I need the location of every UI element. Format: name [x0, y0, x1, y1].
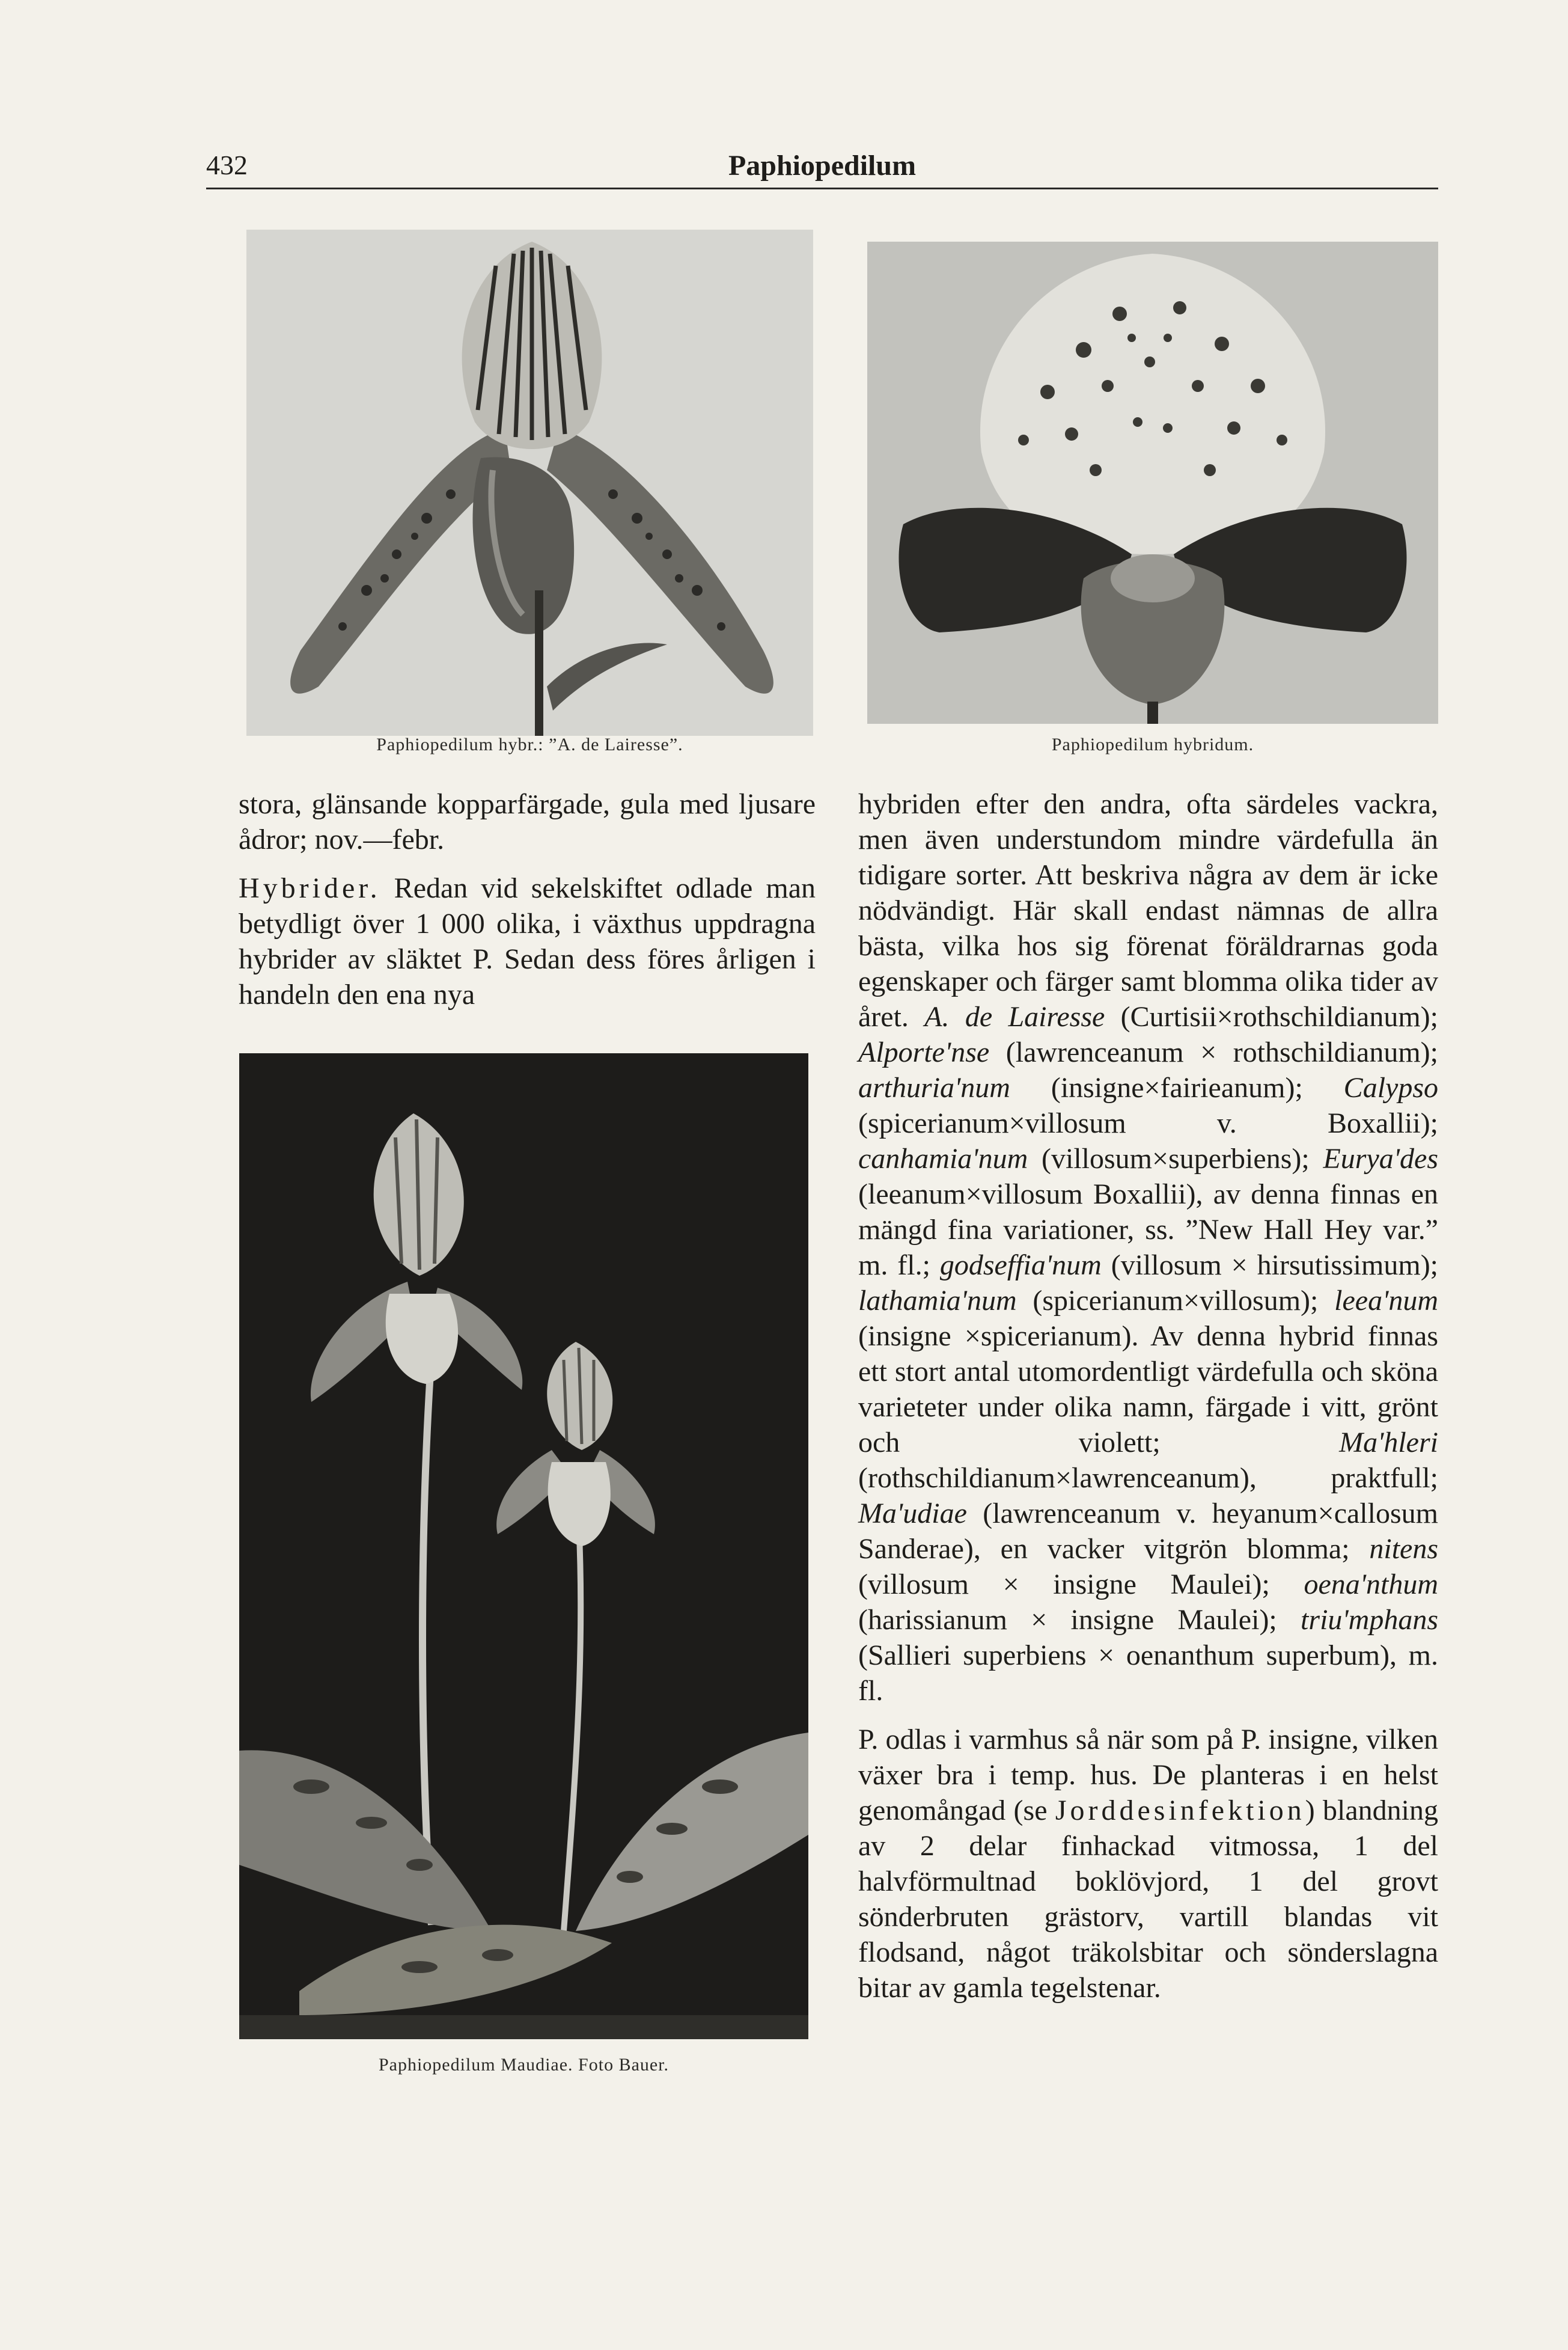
hybrid-parents: (insigne ×spicerianum). Av denna hybrid finnas ett stort antal utomordentligt värdefulla och sköna varieteter under olika namn, färgade i vitt, grönt och violett; — [858, 1320, 1438, 1458]
orchid-photo-de-lairesse — [246, 230, 813, 736]
hybrider-heading: Hybrider. — [239, 872, 381, 904]
hybrid-name: lathamia'num — [858, 1285, 1017, 1317]
paragraph: stora, glänsande kopparfärgade, gula med ljusare ådror; nov.—febr. — [239, 788, 816, 855]
orchid-photo-hybridum — [867, 242, 1438, 724]
hybrid-parents: (Curtisii×rothschildianum); — [1120, 1001, 1438, 1033]
hybrid-parents: (lawrenceanum × rothschildianum); — [1005, 1036, 1438, 1068]
hybrid-name: A. de Lairesse — [924, 1001, 1105, 1033]
hybrid-parents: (rothschildianum×lawrenceanum), praktfull; — [858, 1462, 1438, 1494]
hybrid-name: nitens — [1369, 1533, 1439, 1565]
paragraph-hybrids-list — [858, 786, 1438, 1709]
hybrid-name: arthuria'num — [858, 1072, 1010, 1104]
hybrid-name: godseffia'num — [939, 1249, 1102, 1281]
caption-hybridum: Paphiopedilum hybridum. — [1051, 735, 1254, 754]
paragraph-cultivation — [858, 1722, 1438, 2006]
paragraph-text: Redan vid sekelskiftet odlade man betydligt över 1 000 olika, i växthus uppdragna hybrider av släktet P. Sedan dess föres årligen i handeln den ena nya — [239, 872, 816, 1011]
hybrid-parents: (villosum×superbiens); — [1042, 1143, 1310, 1175]
hybrid-name: canhamia'num — [858, 1143, 1028, 1175]
paragraph-text: ) blandning av 2 delar finhackad vitmossa, 1 del halvförmultnad boklövjord, 1 del grovt sönderbruten grästorv, vartill blandas vit flodsand, något träkolsbitar och sönderslagna bitar av gamla tegelstenar. — [858, 1795, 1439, 2004]
page-header — [206, 149, 1438, 191]
hybrid-name: Ma'hleri — [1339, 1427, 1438, 1458]
hybrid-name: Calypso — [1343, 1072, 1439, 1104]
cross-reference: Jorddesinfektion — [1055, 1795, 1305, 1826]
paragraph-text: P. odlas i varmhus så när som på P. insigne, vilken växer bra i temp. hus. De planteras i en helst genomångad (se — [858, 1724, 1438, 1826]
hybrid-name: Alporte'nse — [858, 1036, 990, 1068]
hybrid-parents: (insigne×fairieanum); — [1051, 1072, 1303, 1104]
caption-maudiae: Paphiopedilum Maudiae. Foto Bauer. — [378, 2055, 670, 2075]
right-column — [858, 786, 1438, 2006]
hybrid-name: oena'nthum — [1304, 1568, 1439, 1600]
hybrid-name: leea'num — [1334, 1285, 1438, 1317]
hybrid-parents: (spicerianum×villosum v. Boxallii); — [858, 1107, 1438, 1139]
orchid-photo-maudiae — [239, 1053, 808, 2039]
hybrid-parents: (villosum × insigne Maulei); — [858, 1568, 1270, 1600]
hybrid-name: triu'mphans — [1301, 1604, 1439, 1636]
hybrid-parents: (lawrenceanum v. heyanum×callosum Sanderae), en vacker vitgrön blomma; — [858, 1498, 1438, 1565]
caption-de-lairesse: Paphiopedilum hybr.: ”A. de Lairesse”. — [376, 735, 683, 754]
paragraph-hybrider — [239, 871, 816, 1012]
hybrid-parents: (harissianum × insigne Maulei); — [858, 1604, 1277, 1636]
running-title: Paphiopedilum — [728, 150, 917, 182]
hybrid-parents: (leeanum×villosum Boxallii), av denna finnas en mängd fina variationer, ss. ”New Hall Hey var.” m. fl.; — [858, 1178, 1438, 1281]
hybrid-parents: (villosum × hirsutissimum); — [1111, 1249, 1439, 1281]
paragraph-text: hybriden efter den andra, ofta särdeles vackra, men även understundom mindre värdefulla än tidigare sorter. Att beskriva några av dem är icke nödvändigt. Här skall endast nämnas de allra bästa, vilka hos sig förenat föräldrarnas goda egenskaper och färger samt blomma olika tider av året. — [858, 788, 1438, 1033]
hybrid-parents: (Sallieri superbiens × oenanthum superbum), m. fl. — [858, 1639, 1438, 1707]
page-number: 432 — [206, 150, 248, 180]
left-column — [239, 786, 816, 1012]
hybrid-name: Ma'udiae — [858, 1498, 967, 1529]
hybrid-parents: (spicerianum×villosum); — [1033, 1285, 1319, 1317]
header-rule — [206, 188, 1438, 189]
hybrid-name: Eurya'des — [1323, 1143, 1439, 1175]
